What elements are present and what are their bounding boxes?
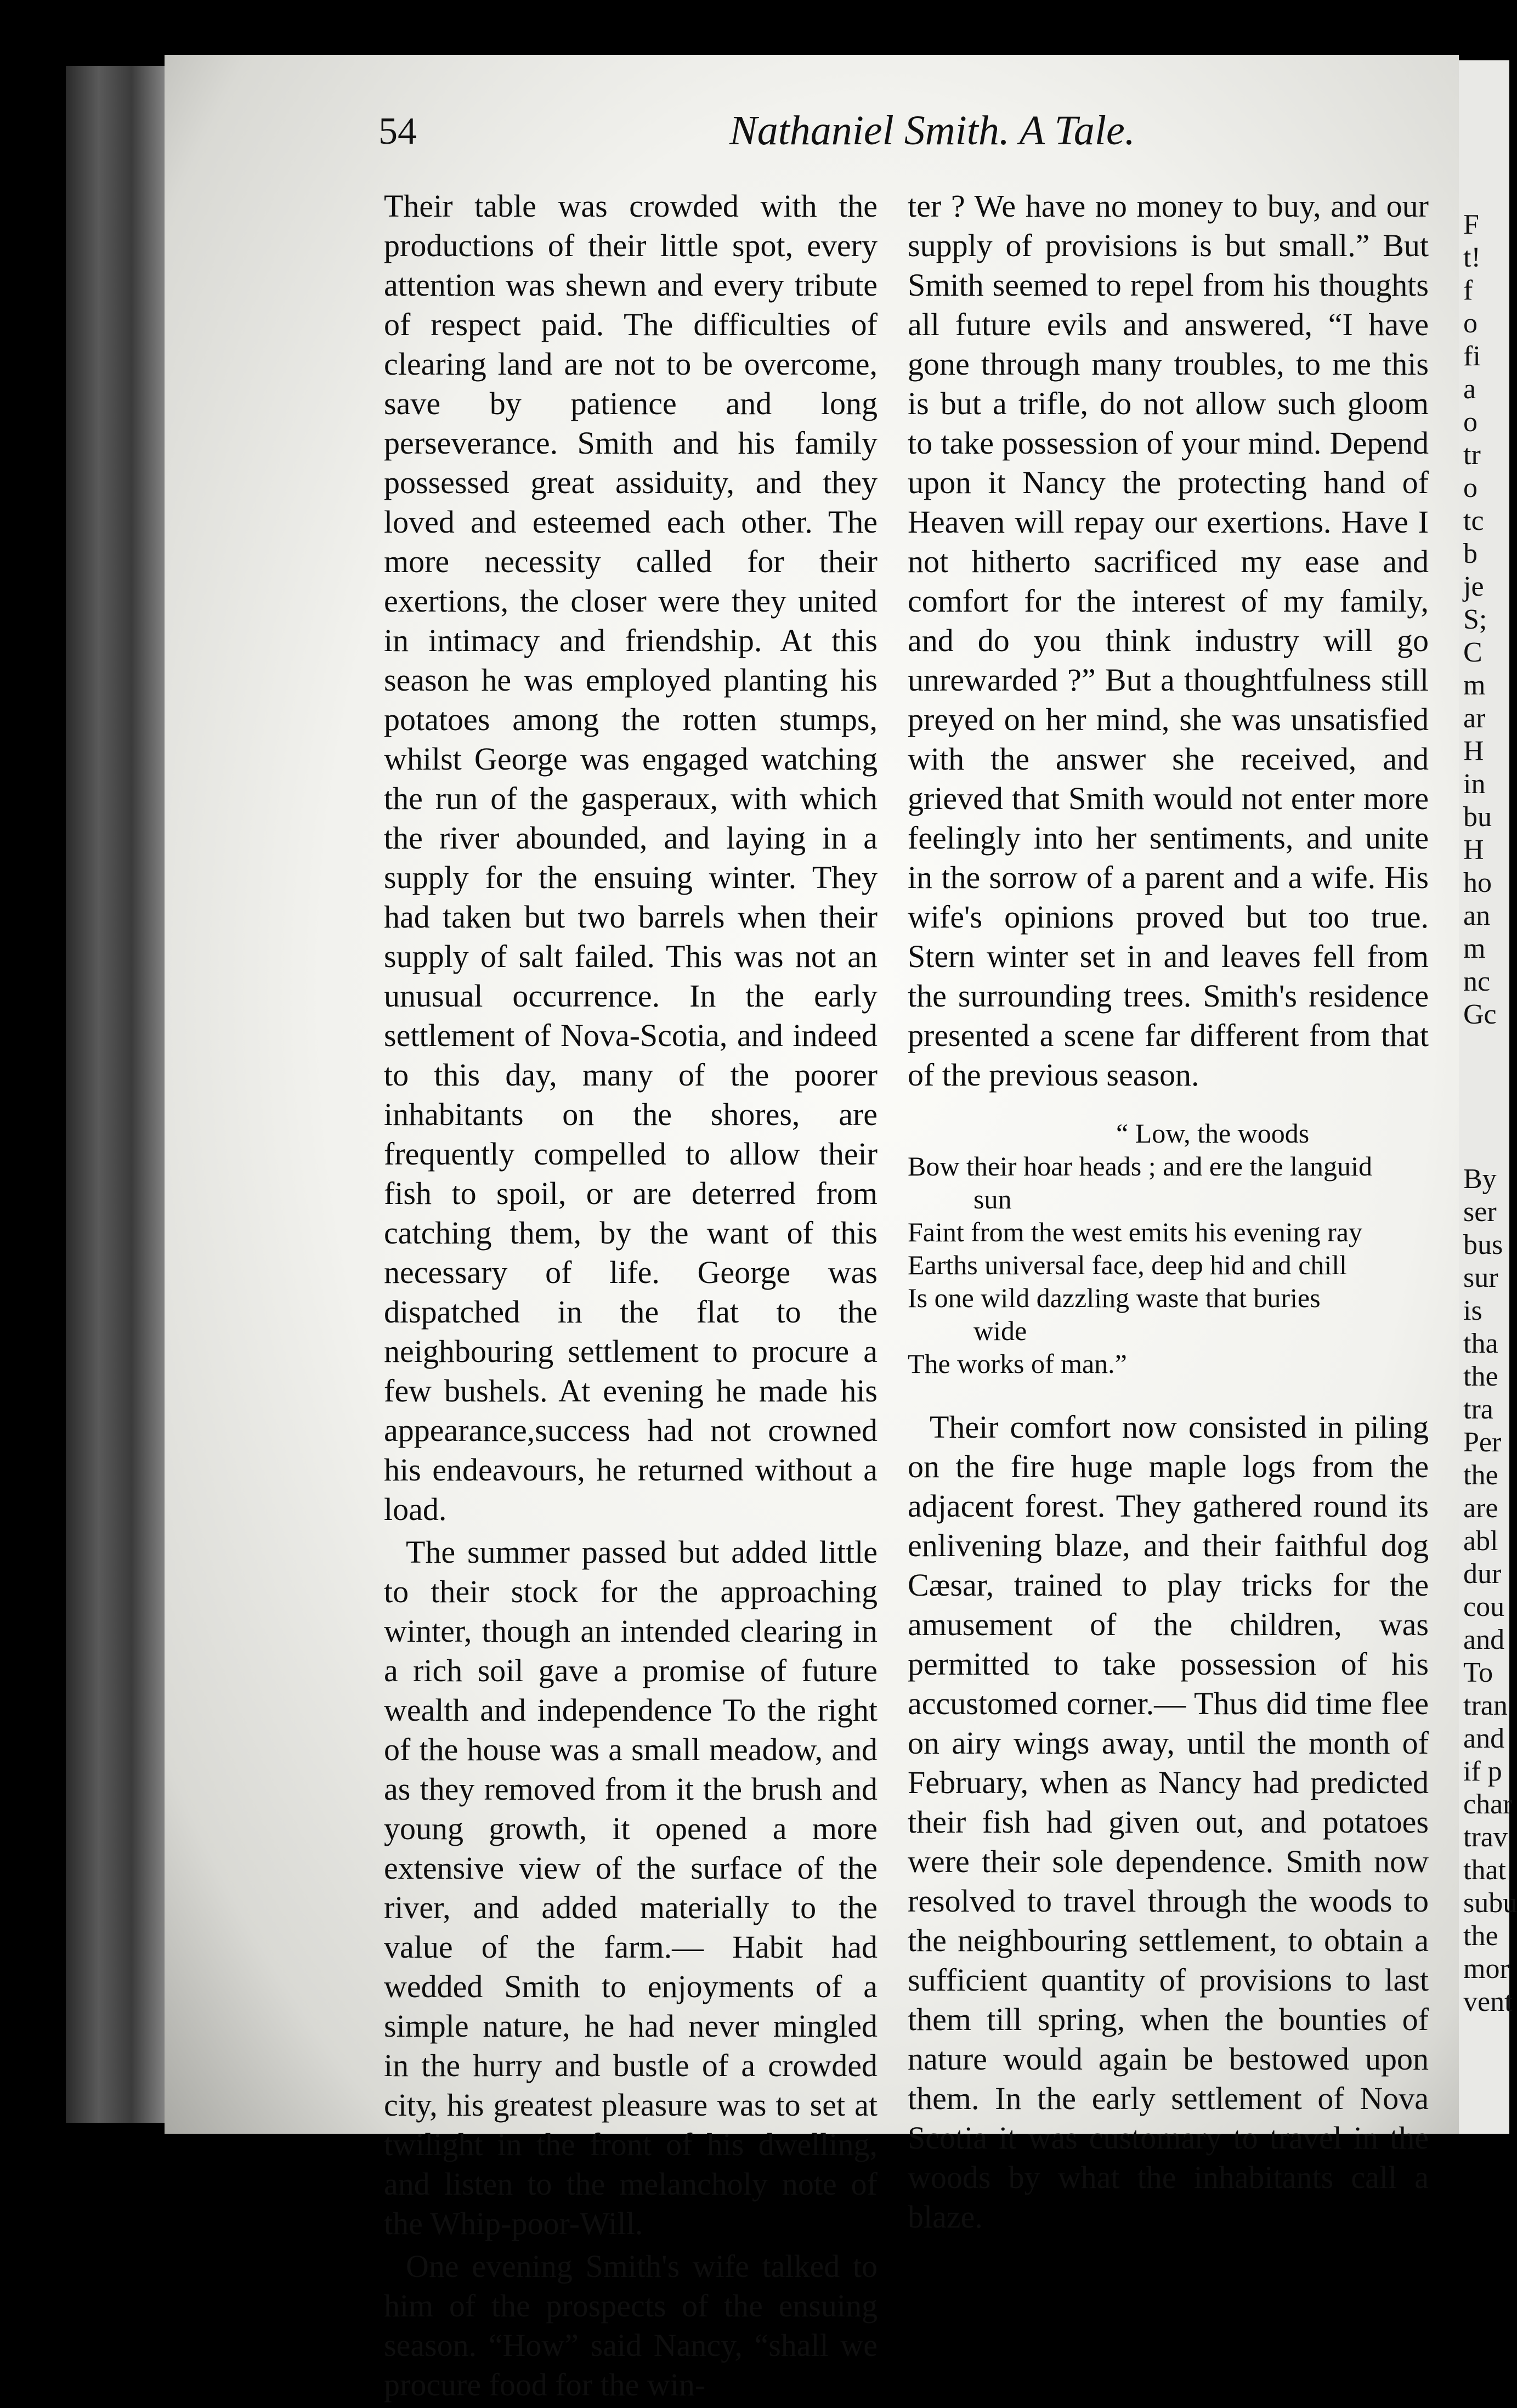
text-fragment: S; <box>1463 604 1487 635</box>
poem-line: “ Low, the woods <box>1116 1118 1310 1149</box>
text-fragment: f <box>1463 275 1473 306</box>
text-fragment: tra <box>1463 1394 1493 1425</box>
text-fragment: if p <box>1463 1756 1502 1787</box>
text-fragment: H <box>1463 736 1484 767</box>
text-fragment: and <box>1463 1723 1505 1754</box>
text-fragment: o <box>1463 406 1478 438</box>
text-fragment: tran <box>1463 1690 1508 1721</box>
text-fragment: subu <box>1463 1887 1517 1919</box>
text-fragment: char <box>1463 1789 1513 1820</box>
paragraph: Their comfort now consisted in piling on the fire huge maple logs from the adjacent forest. They gathered round its enlivening blaze, and their faithful dog Cæsar, trained to play tricks for the amusement of the children, was permitted to take possession of his accustomed corner.— Thus did time flee on airy wings away, until the month of February, when as Nancy had predicted their fish had given out, and potatoes were their sole dependence. Smith now resolved to travel through the woods to the neighbouring settlement, to obtain a sufficient quantity of provisions to last them till spring, when the bounties of nature would again be bestowed upon them. In the early settlement of Nova Scotia it was customary to travel in the woods by what the inhabitants call a blaze. <box>908 1409 1429 2235</box>
text-fragment: F <box>1463 209 1479 240</box>
text-fragment: are <box>1463 1493 1498 1524</box>
text-fragment: ar <box>1463 703 1486 734</box>
text-fragment: the <box>1463 1460 1498 1491</box>
text-fragment: tr <box>1463 439 1481 471</box>
right-column <box>908 186 1429 2240</box>
text-fragment: sur <box>1463 1262 1498 1293</box>
text-fragment: trav <box>1463 1822 1508 1853</box>
text-fragment: mor <box>1463 1953 1509 1985</box>
text-fragment: cou <box>1463 1591 1505 1623</box>
text-fragment: C <box>1463 637 1482 668</box>
poem-line: wide <box>973 1315 1027 1346</box>
text-fragment: that <box>1463 1855 1506 1886</box>
text-fragment: the <box>1463 1920 1498 1952</box>
text-fragment: a <box>1463 374 1476 405</box>
poem-line: Is one wild dazzling waste that buries <box>908 1282 1321 1313</box>
paragraph: One evening Smith's wife talked to him of the prospects of the ensuing season. “How” said Nancy, “shall we procure food for the win- <box>384 2248 878 2403</box>
poem-line: sun <box>973 1184 1012 1214</box>
poem-line: The works of man.” <box>908 1348 1127 1379</box>
text-fragment: m <box>1463 933 1486 964</box>
text-fragment: tha <box>1463 1328 1498 1359</box>
text-fragment: o <box>1463 472 1478 504</box>
page-number: 54 <box>378 110 417 152</box>
paragraph: The summer passed but added little to their stock for the approaching winter, though an intended clearing in a rich soil gave a promise of future wealth and independence To the right of the house was a small meadow, and as they removed from it the brush and young growth, it opened a more extensive view of the surface of the river, and added materially to the value of the farm.— Habit had wedded Smith to enjoyments of a simple nature, he had never mingled in the hurry and bustle of a crowded city, his greatest pleasure was to set at twilight in the front of his dwelling, and listen to the melancholy note of the Whip-poor-Will. <box>384 1534 878 2241</box>
text-fragment: Gc <box>1463 999 1497 1030</box>
text-fragment: t! <box>1463 242 1481 273</box>
text-fragment: tc <box>1463 505 1484 536</box>
text-fragment: bus <box>1463 1229 1503 1260</box>
text-fragment: nc <box>1463 966 1491 997</box>
paragraph: ter ? We have no money to buy, and our supply of provisions is but small.” But Smith seemed to repel from his thoughts all future evils and answered, “I have gone through many troubles, to me this is but a trifle, do not allow such gloom to take possession of your mind. Depend upon it Nancy the protecting hand of Heaven will repay our exertions. Have I not hitherto sacrificed my ease and comfort for the interest of my family, and do you think industry will go unrewarded ?” But a thoughtfulness still preyed on her mind, she was unsatisfied with the answer she received, and grieved that Smith would not enter more feelingly into her sentiments, and unite in the sorrow of a parent and a wife. His wife's opinions proved but too true. Stern winter set in and leaves fell from the surrounding trees. Smith's residence presented a scene far different from that of the previous season. <box>908 188 1429 1093</box>
running-title: Nathaniel Smith. A Tale. <box>729 108 1135 154</box>
adjacent-page-edge <box>1459 60 1517 2134</box>
text-fragment: abl <box>1463 1525 1498 1557</box>
text-fragment: Per <box>1463 1427 1502 1458</box>
text-fragment: To <box>1463 1657 1493 1688</box>
text-fragment: je <box>1463 571 1484 602</box>
text-fragment: vent <box>1463 1986 1513 2017</box>
text-fragment: fi <box>1463 341 1481 372</box>
text-fragment: ho <box>1463 867 1492 898</box>
poem-line: Earths universal face, deep hid and chill <box>908 1250 1348 1280</box>
left-column <box>384 186 878 2408</box>
text-fragment: H <box>1463 834 1484 866</box>
book-binding-gutter <box>66 66 176 2123</box>
poem-line: Bow their hoar heads ; and ere the languid <box>908 1151 1372 1182</box>
text-fragment: b <box>1463 538 1478 569</box>
text-fragment: an <box>1463 900 1491 931</box>
poem-line: Faint from the west emits his evening ray <box>908 1217 1363 1247</box>
text-fragment: the <box>1463 1361 1498 1392</box>
text-fragment: ser <box>1463 1196 1497 1228</box>
text-fragment: m <box>1463 670 1486 701</box>
text-fragment: dur <box>1463 1558 1502 1590</box>
text-fragment: is <box>1463 1295 1482 1326</box>
text-fragment: in <box>1463 768 1486 800</box>
text-fragment: o <box>1463 308 1478 339</box>
text-fragment: By <box>1463 1163 1497 1195</box>
text-fragment: bu <box>1463 801 1492 833</box>
poem-quotation <box>908 1117 1429 1380</box>
paragraph: Their table was crowded with the productions of their little spot, every attention was shewn and every tribute of respect paid. The difficulties of clearing land are not to be overcome, save by patience and long perseverance. Smith and his family possessed great assiduity, and they loved and esteemed each other. The more necessity called for their exertions, the closer were they united in intimacy and friendship. At this season he was employed planting his potatoes among the rotten stumps, whilst George was engaged watching the run of the gasperaux, with which the river abounded, and laying in a supply for the ensuing winter. They had taken but two barrels when their supply of salt failed. This was not an unusual occurrence. In the early settlement of Nova-Scotia, and indeed to this day, many of the poorer inhabitants on the shores, are frequently compelled to allow their fish to spoil, or are deterred from catching them, by the want of this necessary of life. George was dispatched in the flat to the neighbouring settlement to procure a few bushels. At evening he made his appearance,success had not crowned his endeavours, he returned without a load. <box>384 188 878 1527</box>
text-fragment: and <box>1463 1624 1505 1655</box>
